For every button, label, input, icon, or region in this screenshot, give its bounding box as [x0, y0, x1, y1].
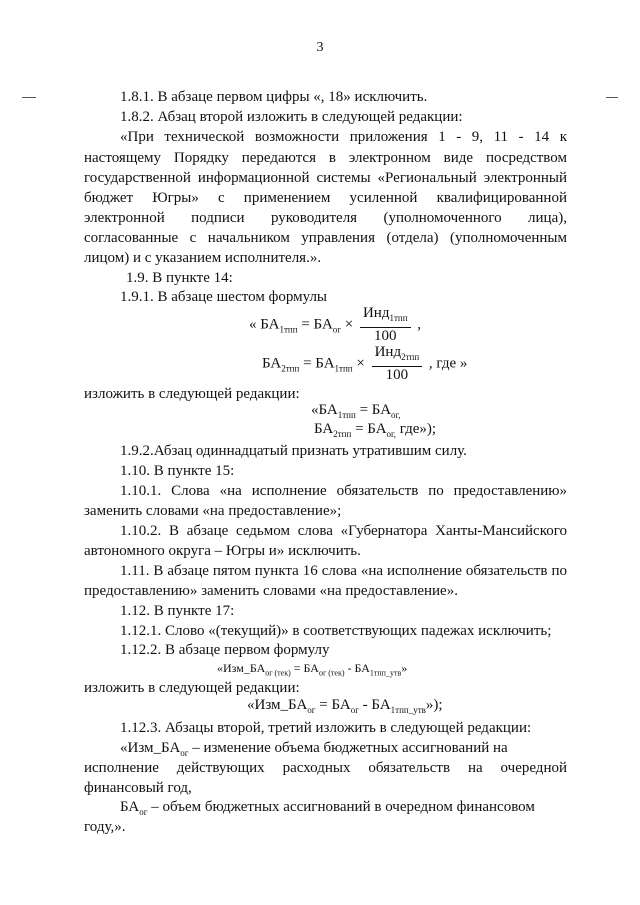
paragraph-new-edition-1: изложить в следующей редакции:: [84, 386, 300, 402]
left-margin-mark: [22, 97, 36, 98]
quote-ba-line-2: году,».: [84, 819, 126, 835]
quote-line-7: лицом) и с указанием исполнителя.».: [84, 250, 322, 266]
formula-ba1: « $БА_{1тпп} = БА_{ог}$ × $\frac{Инд_{1тпп}}{100}$ ,: [249, 305, 422, 344]
paragraph-1-12-1: 1.12.1. Слово «(текущий)» в соответствующих падежах исключить;: [120, 623, 552, 639]
paragraph-1-10-2: 1.10.2. В абзаце седьмом слова «Губернатора Ханты-Мансийского: [120, 523, 567, 539]
paragraph-1-8-2: 1.8.2. Абзац второй изложить в следующей редакции:: [120, 109, 463, 125]
paragraph-1-10-2-cont: автономного округа – Югры и» исключить.: [84, 543, 361, 559]
paragraph-1-12: 1.12. В пункте 17:: [120, 603, 235, 619]
quote-line-3: государственной информационной системы «Региональный электронный: [84, 170, 567, 186]
paragraph-new-edition-2: изложить в следующей редакции:: [84, 680, 300, 696]
paragraph-1-9-1: 1.9.1. В абзаце шестом формулы: [120, 289, 328, 305]
formula-ba2: $БА_{2тпп} = БА_{1тпп}$ × $\frac{Инд_{2тпп}}{100}$ , где »: [262, 344, 468, 383]
quote-line-4: бюджет Югры» с применением усиленной квалифицированной: [84, 190, 567, 206]
quote-line-6: согласованные с начальником управления (отдела) (уполномоченным: [84, 230, 567, 246]
paragraph-1-10-1: 1.10.1. Слова «на исполнение обязательств по предоставлению»: [120, 483, 567, 499]
formula-new-izm: «$Изм\_БА_{ог} = БА_{ог}$ - $БА_{1тпп\_утв}$»);: [247, 697, 443, 715]
paragraph-1-11: 1.11. В абзаце пятом пункта 16 слова «на исполнение обязательств по: [120, 563, 567, 579]
paragraph-1-10: 1.10. В пункте 15:: [120, 463, 235, 479]
quote-izm-line-1: «$Изм\_БА_{ог}$ – изменение объема бюджетных ассигнований на: [120, 740, 508, 758]
right-margin-mark: [606, 97, 618, 98]
paragraph-1-8-1: 1.8.1. В абзаце первом цифры «, 18» исключить.: [120, 89, 428, 105]
paragraph-1-10-1-cont: заменить словами «на предоставление»;: [84, 503, 342, 519]
paragraph-1-12-3: 1.12.3. Абзацы второй, третий изложить в следующей редакции:: [120, 720, 532, 736]
page-number: 3: [316, 40, 324, 55]
formula-old-izm: «$Изм\_БА_{ог (тек)} = БА_{ог (тек)} - БА_{1тпп\_утв}$»: [217, 661, 408, 678]
quote-ba-line-1: $БА_{ог}$ – объем бюджетных ассигнований в очередном финансовом: [120, 799, 535, 817]
quote-line-1: «При технической возможности приложения 1 - 9, 11 - 14 к: [120, 129, 567, 145]
paragraph-1-11-cont: предоставлению» заменить словами «на предоставление».: [84, 583, 458, 599]
formula-new-ba2: $БА_{2тпп} = БА_{ог,}$ где»);: [314, 421, 437, 439]
paragraph-1-12-2: 1.12.2. В абзаце первом формулу: [120, 642, 330, 658]
formula-new-ba1: «$БА_{1тпп} = БА_{ог,}$: [311, 402, 401, 420]
quote-izm-line-2: исполнение действующих расходных обязательств на очередной: [84, 760, 567, 776]
paragraph-1-9: 1.9. В пункте 14:: [126, 270, 233, 286]
quote-izm-line-3: финансовый год,: [84, 780, 192, 796]
quote-line-5: электронной подписи руководителя (уполномоченного лица),: [84, 210, 567, 226]
paragraph-1-9-2: 1.9.2.Абзац одиннадцатый признать утратившим силу.: [120, 443, 467, 459]
quote-line-2: настоящему Порядку передаются в электронном виде посредством: [84, 150, 567, 166]
